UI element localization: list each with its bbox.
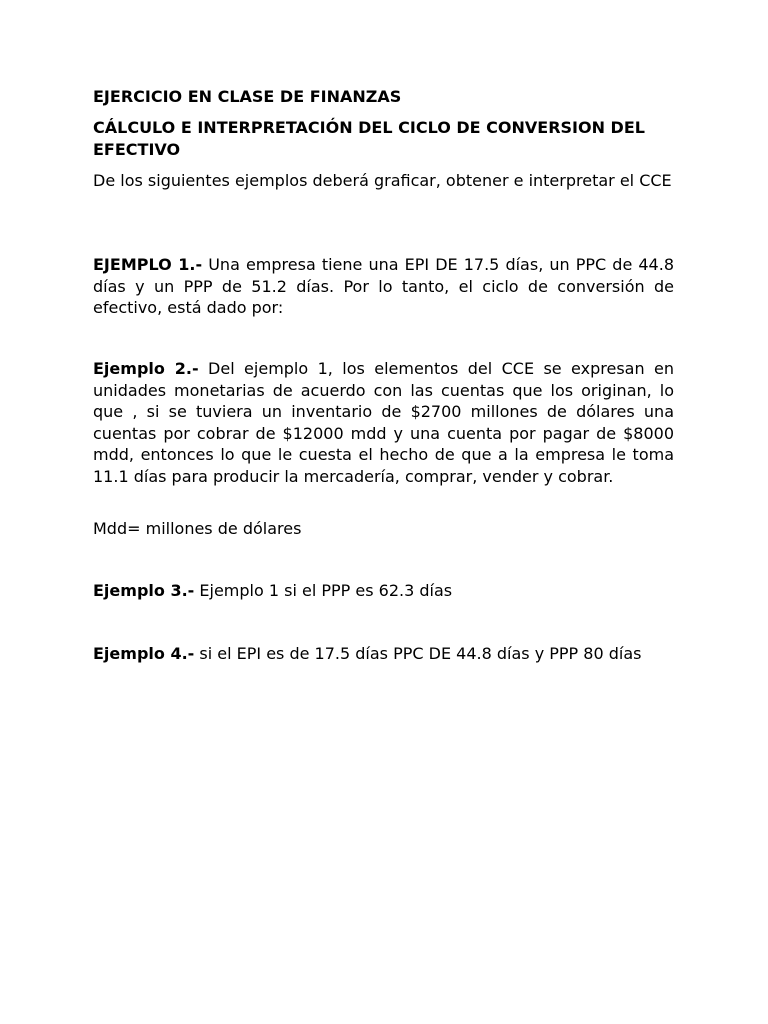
note-paragraph: Mdd= millones de dólares (93, 519, 302, 538)
document-subtitle: CÁLCULO E INTERPRETACIÓN DEL CICLO DE CONVERSION DEL EFECTIVO (93, 118, 645, 159)
example-4-paragraph (93, 643, 674, 665)
example-2-text: Del ejemplo 1, los elementos del CCE se expresan en unidades monetarias de acuerdo con las cuentas que los originan, lo que , si se tuviera un inventario de $2700 millones de dólares una cuentas por cobrar de $12000 mdd y una cuenta por pagar de $8000 mdd, entonces lo que le cuesta el hecho de que a la empresa le toma 11.1 días para producir la mercadería, comprar, vender y cobrar. (93, 359, 674, 486)
example-1-paragraph (93, 254, 674, 319)
example-3-paragraph (93, 580, 674, 602)
example-3-text: Ejemplo 1 si el PPP es 62.3 días (194, 581, 453, 600)
example-1-label: EJEMPLO 1.- (93, 255, 203, 274)
document-title: EJERCICIO EN CLASE DE FINANZAS (93, 87, 402, 106)
example-4-text: si el EPI es de 17.5 días PPC DE 44.8 días y PPP 80 días (194, 644, 642, 663)
example-1-text: Una empresa tiene una EPI DE 17.5 días, un PPC de 44.8 días y un PPP de 51.2 días. Por lo tanto, el ciclo de conversión de efectivo, está dado por: (93, 255, 675, 317)
example-4-label: Ejemplo 4.- (93, 644, 195, 663)
example-3-label: Ejemplo 3.- (93, 581, 195, 600)
example-2-label: Ejemplo 2.- (93, 359, 199, 378)
intro-paragraph: De los siguientes ejemplos deberá graficar, obtener e interpretar el CCE (93, 171, 672, 190)
example-2-paragraph (93, 358, 674, 487)
